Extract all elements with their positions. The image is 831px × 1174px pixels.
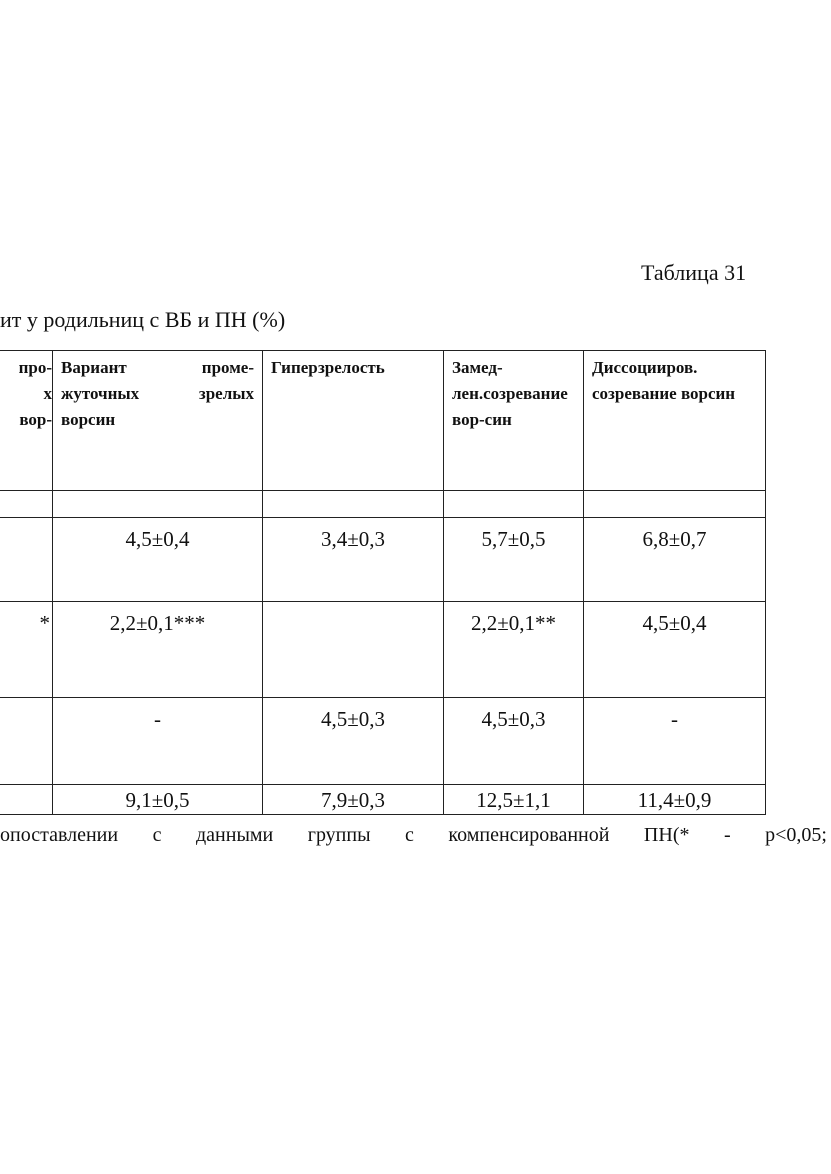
table-cell: - [584,698,766,785]
header-cell-cut [0,351,53,491]
header-cell-delayed-maturation: Замед-лен.созревание вор-син [444,351,584,491]
header-cell-hypermaturity: Гиперзрелость [263,351,444,491]
table-cell: 4,5±0,3 [444,698,584,785]
table-cell [444,491,584,518]
table-cell: 5,7±0,5 [444,518,584,602]
footnote-text: опоставлении с данными группы с компенсированной ПН(* - p<0,05; [0,824,827,846]
table-cell: 11,4±0,9 [584,785,766,815]
table-cell: 6,8±0,7 [584,518,766,602]
table-cell-cut [0,698,53,785]
data-table [0,350,766,815]
header-cut-line-2: х [43,384,52,403]
table-cell: 4,5±0,4 [53,518,263,602]
table-title: ит у родильниц с ВБ и ПН (%) [0,307,286,332]
table-row [0,518,766,602]
table-cell: 3,4±0,3 [263,518,444,602]
table-cell [53,491,263,518]
table-cell-cut: * [0,602,53,698]
table-row [0,491,766,518]
table-cell-cut [0,785,53,815]
table-cell [263,602,444,698]
table-cell-cut [0,491,53,518]
header-cut-line-1: про- [18,358,52,377]
table-cell [263,491,444,518]
header-cell-intermediate-villi: Вариант проме-жуточных зрелых ворсин [53,351,263,491]
table-row [0,698,766,785]
table-cell: 4,5±0,4 [584,602,766,698]
table-cell: 9,1±0,5 [53,785,263,815]
table-cell [584,491,766,518]
table-row [0,785,766,815]
table-cell: 2,2±0,1*** [53,602,263,698]
table-cell: 12,5±1,1 [444,785,584,815]
table-cell-cut [0,518,53,602]
header-cell-dissociated-maturation: Диссоцииров. созревание ворсин [584,351,766,491]
table-cell: 2,2±0,1** [444,602,584,698]
table-row [0,602,766,698]
table-cell: - [53,698,263,785]
header-cut-line-3: вор- [19,410,52,429]
table-number: Таблица 31 [641,260,747,285]
header-row [0,351,766,491]
table-cell: 4,5±0,3 [263,698,444,785]
table-cell: 7,9±0,3 [263,785,444,815]
